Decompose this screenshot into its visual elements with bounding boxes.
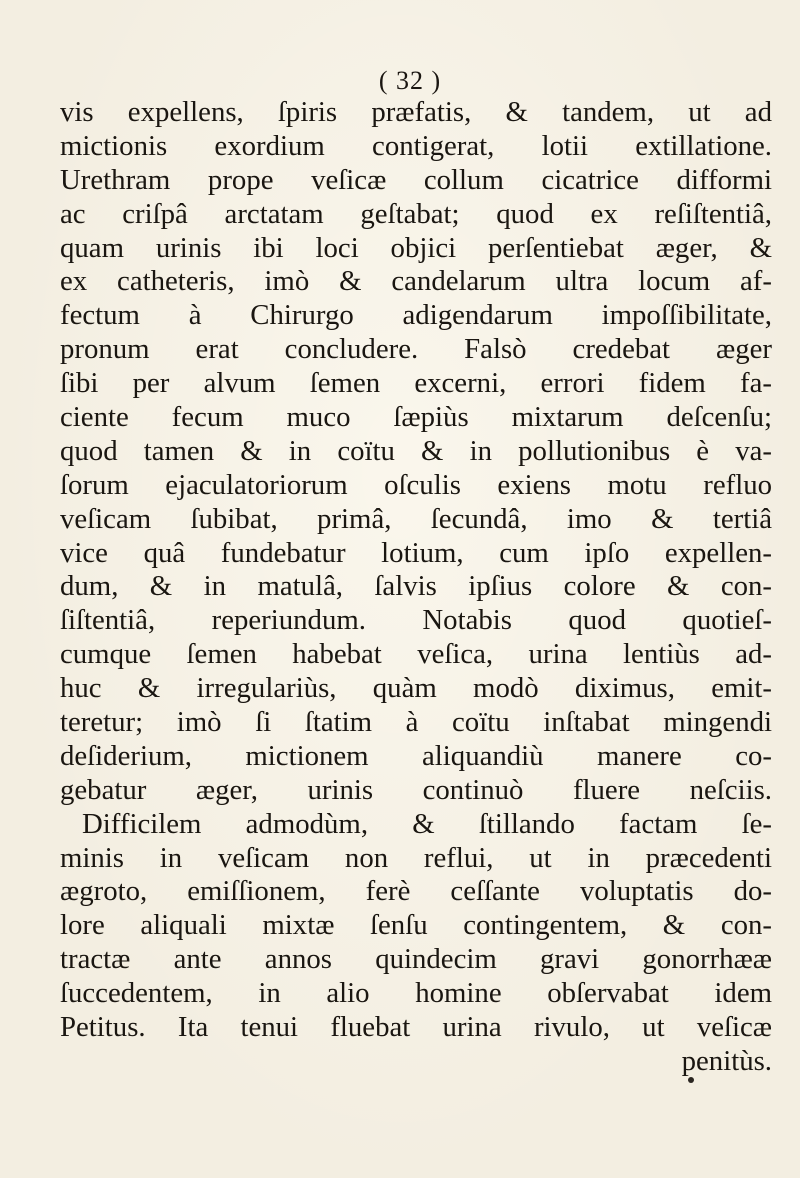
text-line: ſuccedentem, in alio homine obſervabat idem xyxy=(60,977,772,1010)
text-line: ſibi per alvum ſemen excerni, errori fidem fa- xyxy=(60,367,772,400)
text-line: Difficilem admodùm, & ſtillando factam ſe- xyxy=(82,807,772,840)
text-line: vice quâ fundebatur lotium, cum ipſo expellen- xyxy=(60,536,772,569)
text-line: Petitus. Ita tenui fluebat urina rivulo, ut veſicæ xyxy=(60,1011,772,1044)
body-text xyxy=(60,96,772,1079)
text-line: quod tamen & in coïtu & in pollutionibus è va- xyxy=(60,434,772,467)
text-line: deſiderium, mictionem aliquandiù manere co- xyxy=(60,739,772,772)
text-line: ſorum ejaculatoriorum oſculis exiens motu refluo xyxy=(60,468,772,501)
text-line: Urethram prope veſicæ collum cicatrice difformi xyxy=(60,163,772,196)
text-line: vis expellens, ſpiris præfatis, & tandem, ut ad xyxy=(60,96,772,128)
text-line: ſiſtentiâ, reperiundum. Notabis quod quotieſ- xyxy=(60,604,772,637)
text-line: ciente fecum muco ſæpiùs mixtarum deſcenſu; xyxy=(60,401,772,434)
text-line: teretur; imò ſi ſtatim à coïtu inſtabat mingendi xyxy=(60,706,772,739)
page-number: ( 32 ) xyxy=(378,66,442,95)
text-line: minis in veſicam non reflui, ut in præcedenti xyxy=(60,841,772,874)
text-line: quam urinis ibi loci objici perſentiebat æger, & xyxy=(60,231,772,264)
ink-spot xyxy=(688,1077,694,1083)
text-line: veſicam ſubibat, primâ, ſecundâ, imo & tertiâ xyxy=(60,502,772,535)
text-line: huc & irregulariùs, quàm modò diximus, emit- xyxy=(60,672,772,705)
text-line: fectum à Chirurgo adigendarum impoſſibilitate, xyxy=(60,299,772,332)
catchword: penitùs. xyxy=(681,1044,772,1077)
text-line: lore aliquali mixtæ ſenſu contingentem, & con- xyxy=(60,909,772,942)
text-line: mictionis exordium contigerat, lotii extillatione. xyxy=(60,129,772,162)
text-line: cumque ſemen habebat veſica, urina lentiùs ad- xyxy=(60,638,772,671)
text-line: ac criſpâ arctatam geſtabat; quod ex reſiſtentiâ, xyxy=(60,197,772,230)
text-line: gebatur æger, urinis continuò fluere neſciis. xyxy=(60,773,772,806)
text-line: ægroto, emiſſionem, ferè ceſſante voluptatis do- xyxy=(60,875,772,908)
text-line: pronum erat concludere. Falsò credebat æger xyxy=(60,333,772,366)
text-line: ex catheteris, imò & candelarum ultra locum af- xyxy=(60,265,772,298)
text-line: tractæ ante annos quindecim gravi gonorrhææ xyxy=(60,943,772,976)
text-line: dum, & in matulâ, ſalvis ipſius colore & con- xyxy=(60,570,772,603)
